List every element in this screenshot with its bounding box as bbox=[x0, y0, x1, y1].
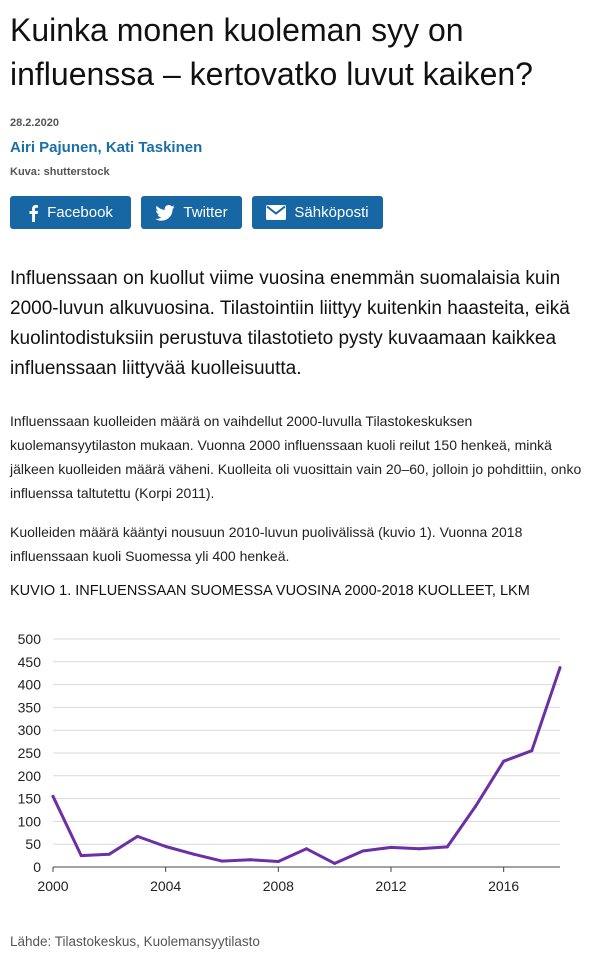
facebook-share-button[interactable] bbox=[10, 196, 131, 229]
data-point bbox=[361, 850, 364, 853]
y-tick-label: 300 bbox=[17, 722, 41, 739]
x-tick-label: 2016 bbox=[488, 878, 520, 894]
data-point bbox=[446, 845, 449, 848]
twitter-share-button[interactable] bbox=[141, 196, 242, 229]
article-title: Kuinka monen kuoleman syy on influenssa – kertovatko luvut kaiken? bbox=[10, 12, 533, 92]
article-date: 28.2.2020 bbox=[10, 117, 59, 129]
data-point bbox=[164, 845, 167, 848]
y-tick-label: 200 bbox=[17, 767, 41, 784]
data-point bbox=[249, 858, 252, 861]
data-point bbox=[136, 835, 139, 838]
series-line bbox=[53, 668, 560, 864]
data-point bbox=[221, 860, 224, 863]
y-tick-label: 0 bbox=[33, 859, 41, 875]
twitter-icon bbox=[155, 205, 175, 221]
envelope-icon bbox=[266, 205, 286, 220]
twitter-label: Twitter bbox=[183, 204, 228, 221]
x-tick-label: 2012 bbox=[375, 878, 407, 894]
y-tick-label: 150 bbox=[17, 790, 41, 807]
data-point bbox=[108, 853, 111, 856]
article-paragraph-1: Influenssaan kuolleiden määrä on vaihdellut 2000-luvulla Tilastokeskuksen kuolemansyytilaston mukaan. Vuonna 2000 influenssaan kuoli reilut 150 henkeä, minkä jälkeen kuolleiden määrä väheni. Kuolleita oli vuosittain vain 20–60, jolloin jo pohdittiin, onko influenssa taltutettu (Korpi 2011). bbox=[10, 413, 582, 501]
photo-credit: Kuva: shutterstock bbox=[10, 166, 110, 178]
data-point bbox=[559, 666, 562, 669]
data-point bbox=[277, 860, 280, 863]
article-paragraph-2: Kuolleiden määrä kääntyi nousuun 2010-luvun puolivälissä (kuvio 1). Vuonna 2018 influenssaan kuoli Suomessa yli 400 henkeä. bbox=[10, 524, 523, 564]
data-point bbox=[418, 847, 421, 850]
data-point bbox=[305, 847, 308, 850]
data-point bbox=[502, 760, 505, 763]
y-tick-label: 100 bbox=[17, 813, 41, 830]
y-tick-label: 500 bbox=[17, 631, 41, 647]
facebook-icon bbox=[28, 204, 39, 222]
chart-title: KUVIO 1. INFLUENSSAAN SUOMESSA VUOSINA 2000-2018 KUOLLEET, LKM bbox=[10, 583, 530, 599]
x-tick-label: 2008 bbox=[262, 878, 294, 894]
line-chart bbox=[0, 625, 600, 905]
article-lead: Influenssaan on kuollut viime vuosina enemmän suomalaisia kuin 2000-luvun alkuvuosina. Tilastointiin liittyy kuitenkin haasteita, eikä kuolintodistuksiin perustuva tilastotieto pysty kuvaamaan kaikkea influenssaan liittyvää kuolleisuutta. bbox=[10, 268, 570, 379]
y-tick-label: 450 bbox=[17, 653, 41, 670]
data-point bbox=[80, 854, 83, 857]
email-label: Sähköposti bbox=[294, 204, 369, 221]
data-point bbox=[390, 846, 393, 849]
article-authors[interactable]: Airi Pajunen, Kati Taskinen bbox=[10, 139, 203, 156]
x-tick-label: 2000 bbox=[37, 878, 69, 894]
y-tick-label: 350 bbox=[17, 699, 41, 716]
y-tick-label: 250 bbox=[17, 745, 41, 761]
x-tick-label: 2004 bbox=[150, 878, 182, 894]
data-point bbox=[52, 795, 55, 798]
chart-source: Lähde: Tilastokeskus, Kuolemansyytilasto bbox=[10, 934, 260, 949]
data-point bbox=[333, 862, 336, 865]
email-share-button[interactable] bbox=[252, 196, 383, 229]
data-point bbox=[474, 805, 477, 808]
y-tick-label: 400 bbox=[17, 676, 41, 693]
data-point bbox=[192, 853, 195, 856]
facebook-label: Facebook bbox=[47, 204, 113, 221]
data-point bbox=[530, 749, 533, 752]
y-tick-label: 50 bbox=[25, 836, 41, 853]
